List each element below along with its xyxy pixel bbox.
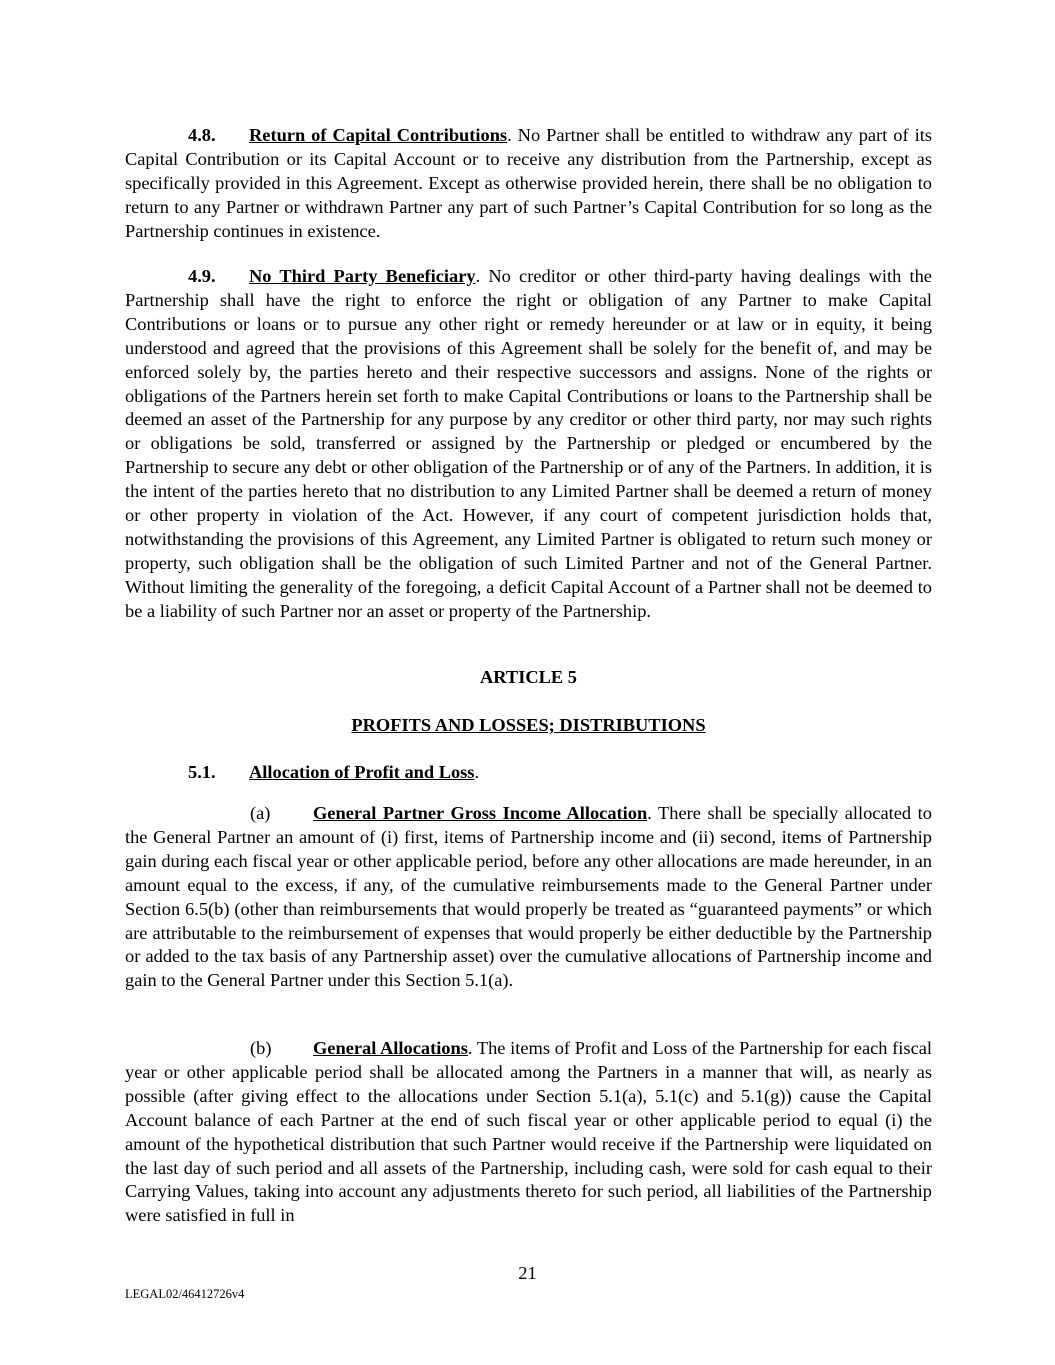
section-trail: . <box>474 762 480 782</box>
section-4-8 <box>125 124 932 244</box>
section-heading: Return of Capital Contributions <box>249 125 508 145</box>
page-number: 21 <box>518 1263 537 1283</box>
subsection-letter: (a) <box>250 803 271 823</box>
subsection-letter: (b) <box>250 1038 272 1058</box>
section-number: 4.8. <box>188 125 216 145</box>
section-heading: Allocation of Profit and Loss <box>249 762 475 782</box>
section-5-1-b <box>125 1037 932 1228</box>
article-title: ARTICLE 5 <box>480 667 577 687</box>
section-5-1 <box>125 761 932 785</box>
article-subtitle-text: PROFITS AND LOSSES; DISTRIBUTIONS <box>351 715 706 735</box>
subsection-heading: General Partner Gross Income Allocation <box>313 803 648 823</box>
section-number: 4.9. <box>188 266 216 286</box>
section-4-9 <box>125 265 932 624</box>
subsection-heading: General Allocations <box>313 1038 468 1058</box>
section-number: 5.1. <box>188 762 216 782</box>
section-body: . No Partner shall be entitled to withdraw any part of its Capital Contribution or its Capital Account or to receive any distribution from the Partnership, except as specifically provided in this Agreement. Except as otherwise provided herein, there shall be no obligation to return to any Partner or withdrawn Partner any part of such Partner’s Capital Contribution for so long as the Partnership continues in existence. <box>125 125 932 241</box>
subsection-body: . There shall be specially allocated to the General Partner an amount of (i) first, items of Partnership income and (ii) second, items of Partnership gain during each fiscal year or other applicable period, before any other allocations are made hereunder, in an amount equal to the excess, if any, of the cumulative reimbursements made to the General Partner under Section 6.5(b) (other than reimbursements that would properly be treated as “guaranteed payments” or which are attributable to the reimbursement of expenses that would properly be either deductible by the Partnership or added to the tax basis of any Partnership asset) over the cumulative allocations of Partnership income and gain to the General Partner under this Section 5.1(a). <box>125 803 932 991</box>
article-subtitle <box>125 714 932 738</box>
section-heading: No Third Party Beneficiary <box>249 266 476 286</box>
section-body: . No creditor or other third-party having dealings with the Partnership shall have the right to enforce the right or obligation of any Partner to make Capital Contributions or loans or to pursue any other right or remedy hereunder or at law or in equity, it being understood and agreed that the provisions of this Agreement shall be solely for the benefit of, and may be enforced solely by, the parties hereto and their respective successors and assigns. None of the rights or obligations of the Partners herein set forth to make Capital Contributions or loans to the Partnership shall be deemed an asset of the Partnership for any purpose by any creditor or other third party, nor may such rights or obligations be sold, transferred or assigned by the Partnership or pledged or encumbered by the Partnership to secure any debt or other obligation of the Partnership or of any of the Partners. In addition, it is the intent of the parties hereto that no distribution to any Limited Partner shall be deemed a return of money or other property in violation of the Act. However, if any court of competent jurisdiction holds that, notwithstanding the provisions of this Agreement, any Limited Partner is obligated to return such money or property, such obligation shall be the obligation of such Limited Partner and not of the General Partner. Without limiting the generality of the foregoing, a deficit Capital Account of a Partner shall not be deemed to be a liability of such Partner nor an asset or property of the Partnership. <box>125 266 932 621</box>
subsection-body: . The items of Profit and Loss of the Partnership for each fiscal year or other applicable period shall be allocated among the Partners in a manner that will, as nearly as possible (after giving effect to the allocations under Section 5.1(a), 5.1(c) and 5.1(g)) cause the Capital Account balance of each Partner at the end of such fiscal year or other applicable period to equal (i) the amount of the hypothetical distribution that such Partner would receive if the Partnership were liquidated on the last day of such period and all assets of the Partnership, including cash, were sold for cash equal to their Carrying Values, taking into account any adjustments thereto for such period, all liabilities of the Partnership were satisfied in full in <box>125 1038 932 1226</box>
section-5-1-a <box>125 802 932 993</box>
document-id: LEGAL02/46412726v4 <box>125 1287 245 1301</box>
